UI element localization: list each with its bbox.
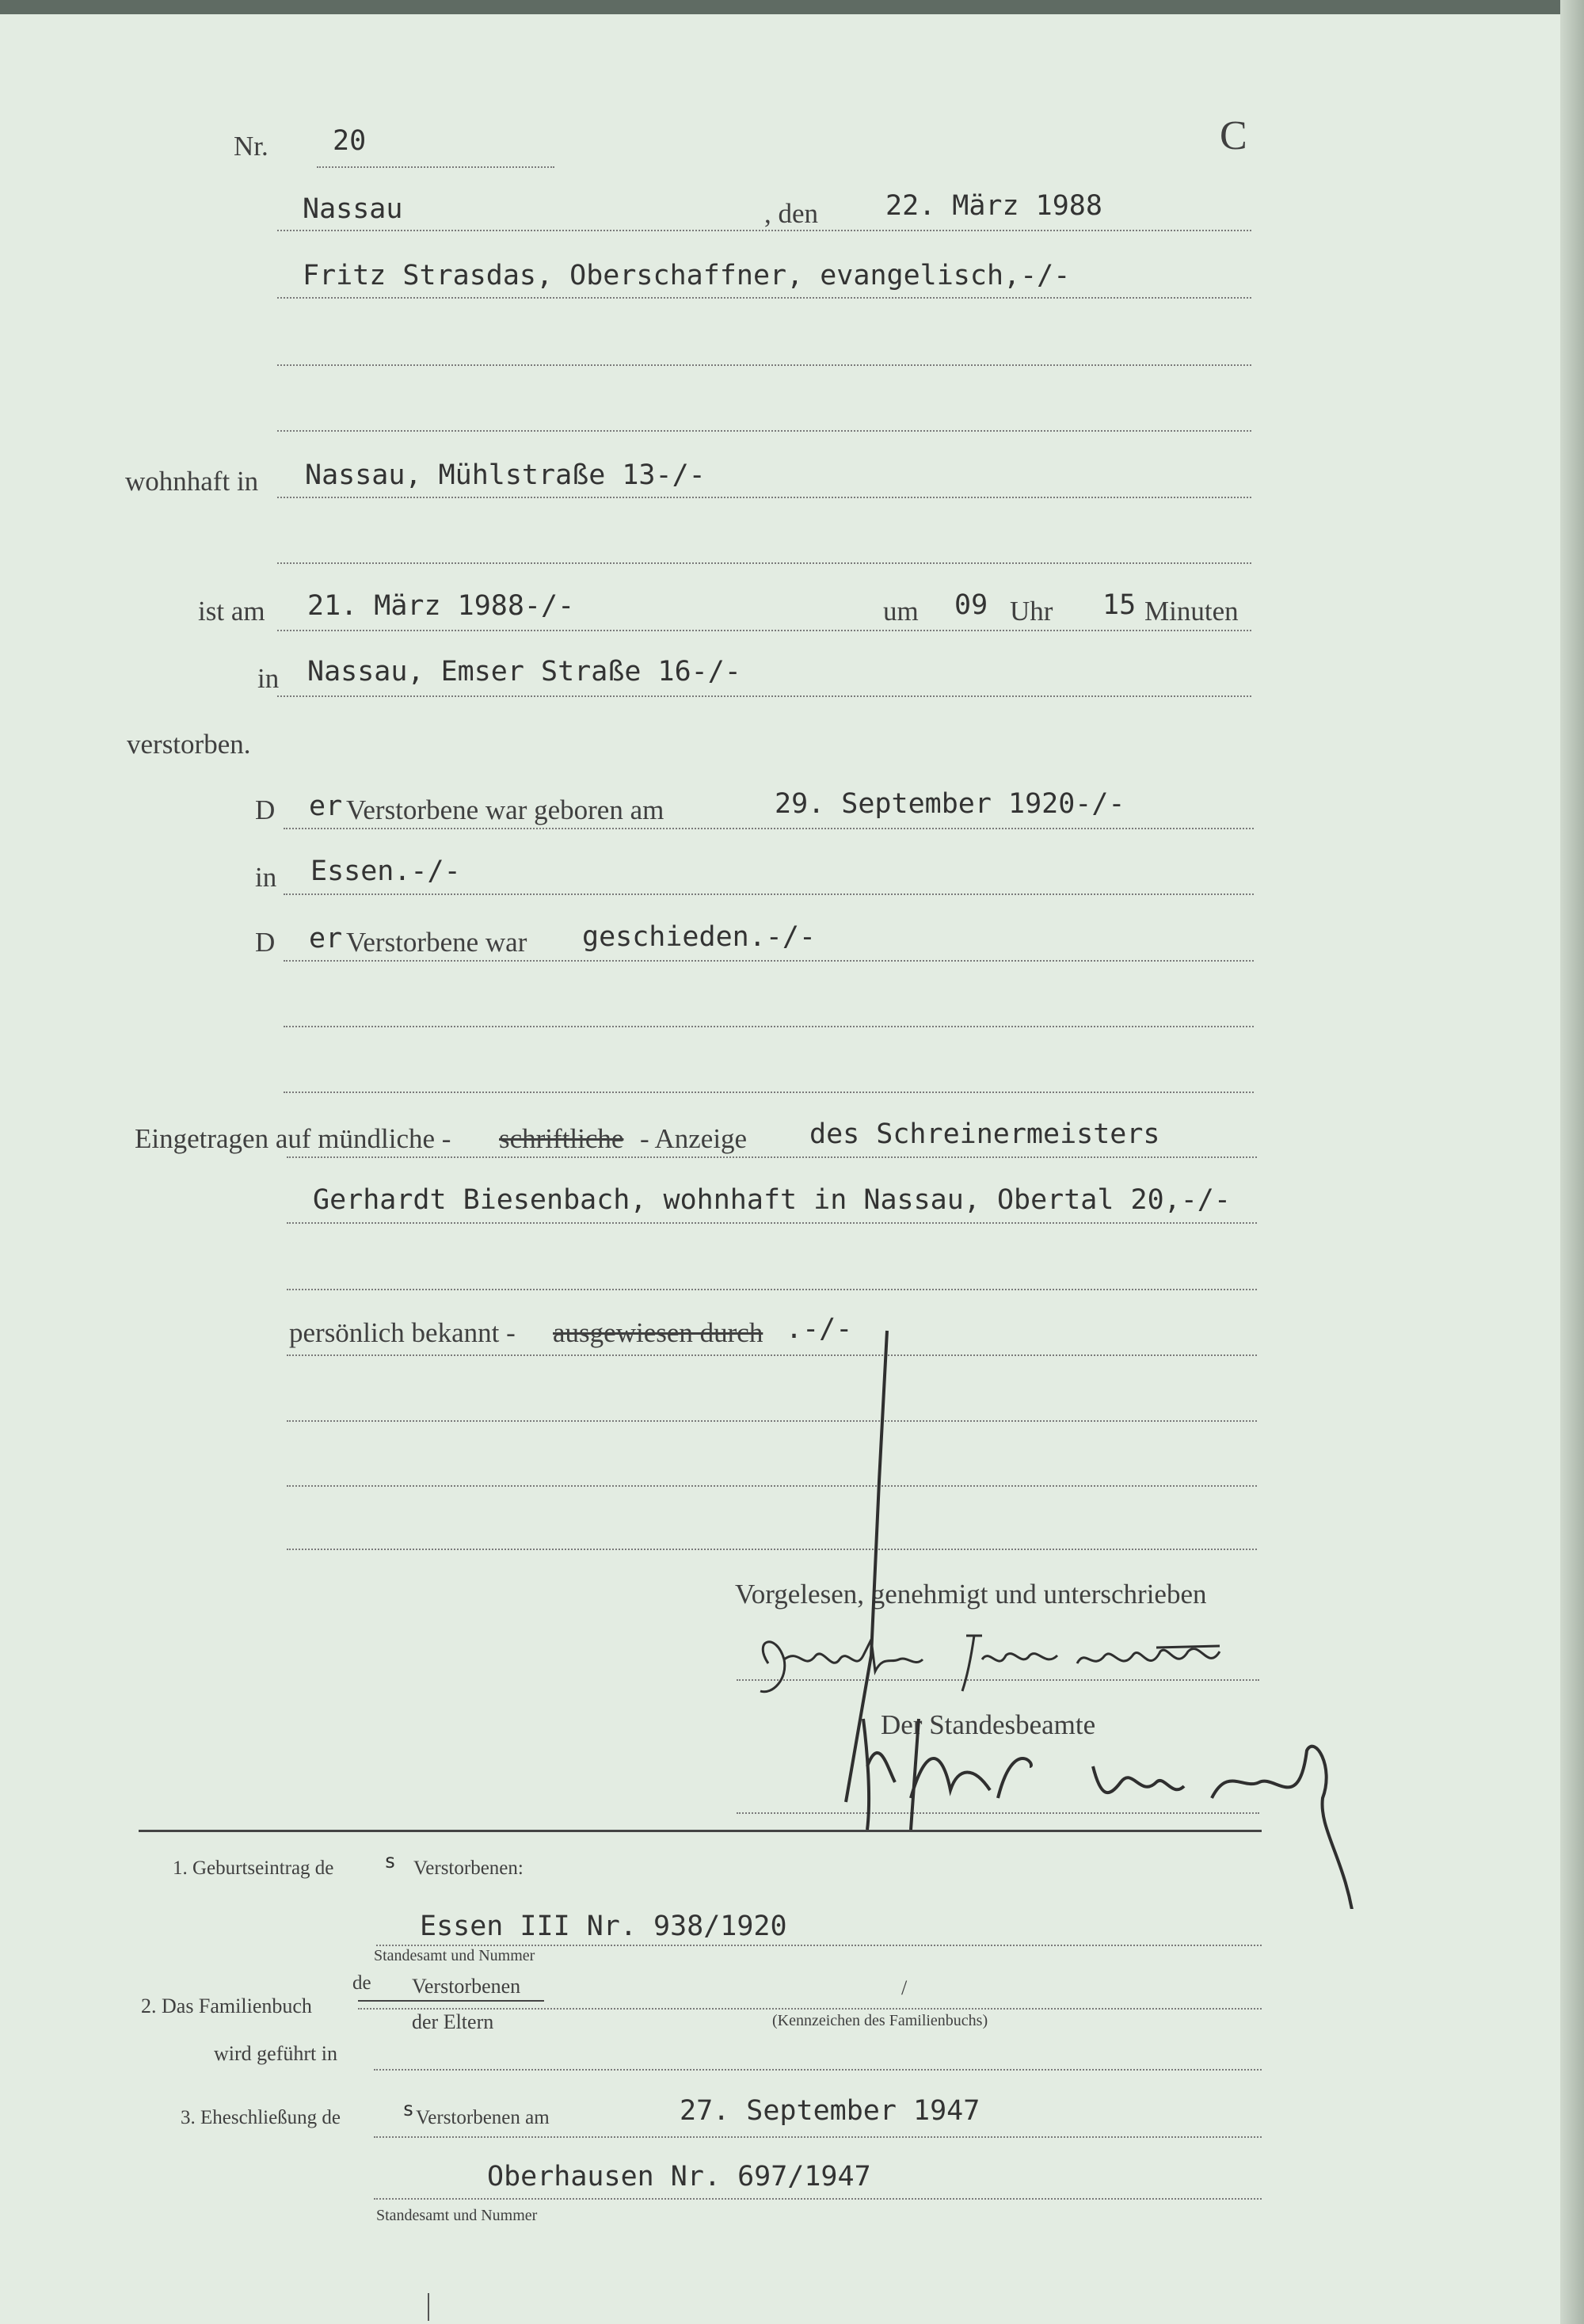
den-label: , den: [764, 198, 819, 229]
bottom-tick: [428, 2293, 429, 2321]
wohnhaft-value: Nassau, Mühlstraße 13-/-: [305, 459, 706, 491]
eingetragen-label: Eingetragen auf mündliche -: [135, 1123, 451, 1154]
f2-gefuehrt: wird geführt in: [214, 2042, 337, 2065]
name-line-3: [277, 430, 1251, 432]
page-right-edge: [1560, 0, 1584, 2324]
f3-caption: Standesamt und Nummer: [376, 2207, 538, 2224]
f2-eltern: der Eltern: [412, 2010, 494, 2033]
er2-fill: er: [309, 923, 343, 954]
f3-place: Oberhausen Nr. 697/1947: [487, 2161, 871, 2193]
nr-line: [317, 166, 554, 168]
status-line: [284, 960, 1254, 962]
f2-de: de: [352, 1972, 371, 1994]
vorgelesen-label: Vorgelesen, genehmigt und unterschrieben: [735, 1579, 1207, 1610]
birth-in-label: in: [255, 862, 277, 893]
informant-line-1: des Schreinermeisters: [809, 1118, 1160, 1150]
informant-line-2-rule: [287, 1222, 1257, 1224]
death-place-line: [277, 695, 1251, 697]
minuten-label: Minuten: [1144, 596, 1239, 627]
death-in-label: in: [257, 663, 280, 694]
status-line-2: [284, 1026, 1254, 1027]
f2-line: [358, 2008, 1262, 2010]
status-label: Verstorbene war: [346, 927, 527, 958]
death-minutes: 15: [1102, 589, 1137, 621]
death-date: 21. März 1988-/-: [307, 590, 575, 622]
ist-am-line: [277, 630, 1251, 631]
place-value: Nassau: [303, 193, 403, 225]
f2-slash: /: [901, 1976, 908, 1999]
f3-date: 27. September 1947: [680, 2095, 980, 2127]
ausgewiesen-struck: ausgewiesen durch: [553, 1317, 763, 1348]
status-value: geschieden.-/-: [582, 921, 817, 953]
schriftliche-struck: schriftliche: [499, 1123, 624, 1154]
bekannt-fill: .-/-: [786, 1313, 853, 1345]
f3-fill: s: [402, 2097, 415, 2120]
date-value: 22. März 1988: [885, 190, 1102, 222]
informant-line-2: Gerhardt Biesenbach, wohnhaft in Nassau, Obertal 20,-/-: [313, 1184, 1231, 1216]
verstorben-label: verstorben.: [127, 729, 251, 760]
f1-value: Essen III Nr. 938/1920: [420, 1911, 787, 1942]
footer-separator: [139, 1830, 1262, 1832]
um-label: um: [883, 596, 919, 627]
f2-gefuehrt-line: [374, 2069, 1262, 2071]
corner-letter: C: [1220, 113, 1247, 158]
ist-am-label: ist am: [198, 596, 265, 627]
death-place: Nassau, Emser Straße 16-/-: [307, 656, 741, 688]
bekannt-label: persönlich bekannt -: [289, 1317, 516, 1348]
d-label: D: [255, 794, 276, 825]
d2-label: D: [255, 927, 276, 958]
er-fill: er: [309, 791, 343, 822]
informant-line-3-rule: [287, 1289, 1257, 1290]
deceased-name-line: Fritz Strasdas, Oberschaffner, evangelisch,-/-: [303, 260, 1071, 291]
birth-place-line: [284, 893, 1254, 895]
place-date-line: [277, 230, 1251, 231]
birth-date-line: [284, 828, 1254, 829]
nr-label: Nr.: [234, 131, 268, 162]
f2-underline: [358, 2000, 544, 2002]
f3-suffix: Verstorbenen am: [416, 2107, 550, 2128]
name-line-2: [277, 364, 1251, 366]
informant-line-1-rule: [287, 1156, 1257, 1158]
name-line-1: [277, 297, 1251, 299]
death-hour: 09: [954, 589, 988, 621]
f3-place-line: [374, 2198, 1262, 2200]
born-label: Verstorbene war geboren am: [346, 794, 664, 825]
f2-label: 2. Das Familienbuch: [141, 1994, 312, 2017]
uhr-label: Uhr: [1010, 596, 1053, 627]
f1-suffix: Verstorbenen:: [413, 1857, 524, 1879]
f1-label: 1. Geburtseintrag de: [173, 1857, 334, 1879]
standesbeamte-label: Der Standesbeamte: [881, 1709, 1096, 1740]
f3-label: 3. Eheschließung de: [181, 2107, 341, 2128]
f2-verstorbenen: Verstorbenen: [412, 1975, 521, 1998]
page-top-edge: [0, 0, 1584, 14]
status-line-3: [284, 1092, 1254, 1093]
f2-kennzeichen: (Kennzeichen des Familienbuchs): [772, 2012, 988, 2029]
official-signature: [832, 1323, 1386, 1909]
wohnhaft-line-2: [277, 562, 1251, 564]
f1-caption: Standesamt und Nummer: [374, 1947, 535, 1964]
f1-line: [376, 1945, 1262, 1946]
wohnhaft-label: wohnhaft in: [125, 466, 259, 497]
birth-date: 29. September 1920-/-: [775, 788, 1125, 820]
f3-date-line: [374, 2136, 1262, 2138]
nr-value: 20: [333, 125, 367, 157]
birth-place: Essen.-/-: [310, 855, 461, 887]
anzeige-label: - Anzeige: [640, 1123, 748, 1154]
f1-fill: s: [384, 1850, 397, 1873]
wohnhaft-line: [277, 497, 1251, 498]
